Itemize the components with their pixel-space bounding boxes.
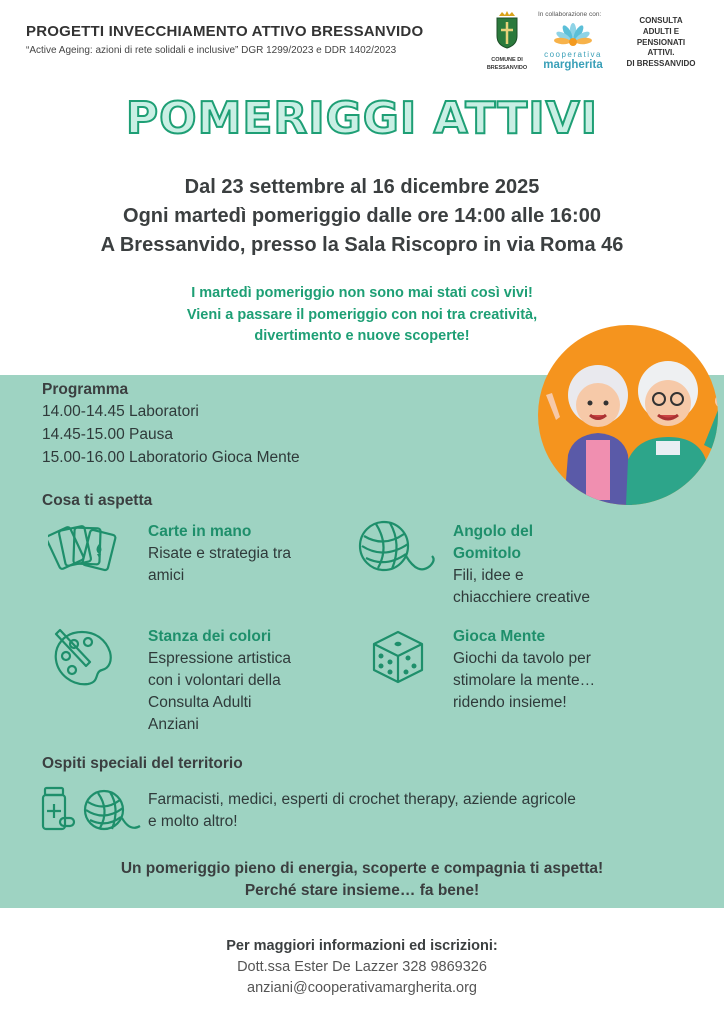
programma-item: 14.00-14.45 Laboratori [42, 403, 199, 420]
coop-name-line2: margherita [543, 59, 603, 71]
feature-text-line: ridendo insieme! [453, 694, 567, 711]
event-info [0, 173, 724, 260]
cards-icon [48, 520, 118, 580]
contact-name-phone: Dott.ssa Ester De Lazzer 328 9869326 [237, 959, 487, 975]
guests-heading: Ospiti speciali del territorio [42, 755, 243, 772]
dice-icon [368, 626, 428, 686]
feature-text-gomitolo [453, 565, 590, 609]
feature-text-line: chiacchiere creative [453, 589, 590, 606]
feature-text-line: Espressione artistica [148, 650, 292, 667]
feature-title-gioca-mente: Gioca Mente [453, 628, 546, 645]
elderly-couple-icon [528, 325, 724, 505]
feature-title-line: Gomitolo [453, 545, 522, 562]
feature-text-line: Anziani [148, 716, 199, 733]
comune-label-1: COMUNE DI [491, 57, 523, 63]
info-schedule: Ogni martedì pomeriggio dalle ore 14:00 alle 16:00 [123, 205, 601, 227]
coat-of-arms-icon [492, 10, 522, 50]
closing-line: Perché stare insieme… fa bene! [244, 882, 480, 899]
feature-text-line: con i volontari della [148, 672, 281, 689]
consulta-line: PENSIONATI [636, 37, 686, 47]
project-subtitle: “Active Ageing: azioni di rete solidali e inclusive” DGR 1299/2023 e DDR 1402/2023 [26, 45, 397, 56]
guests-text-line: Farmacisti, medici, esperti di crochet therapy, aziende agricole [148, 791, 576, 808]
coop-name-line1: cooperativa [544, 50, 602, 59]
consulta-line: DI BRESSANVIDO [626, 59, 696, 69]
programma-item: 14.45-15.00 Pausa [42, 426, 173, 443]
info-dates: Dal 23 settembre al 16 dicembre 2025 [184, 176, 540, 198]
yarn-ball-icon [356, 518, 440, 580]
programma-heading: Programma [42, 381, 129, 398]
comune-logo [486, 10, 528, 71]
project-title: PROGETTI INVECCHIAMENTO ATTIVO BRESSANVIDO [26, 23, 424, 40]
tagline-line: I martedì pomeriggio non sono mai stati così vivi! [191, 285, 533, 301]
comune-label-2: BRESSANVIDO [486, 65, 528, 72]
feature-text-line: Fili, idee e [453, 567, 524, 584]
closing-line: Un pomeriggio pieno di energia, scoperte e compagnia ti aspetta! [120, 860, 604, 877]
guests-text-line: e molto altro! [148, 813, 238, 830]
feature-text-gioca-mente [453, 648, 595, 714]
contact-info [0, 936, 724, 999]
yarn-ball-icon [82, 788, 144, 832]
page-title-text: POMERIGGI ATTIVI [125, 93, 599, 144]
feature-text-line: amici [148, 567, 185, 584]
feature-title-line: Angolo del [453, 523, 534, 540]
palette-icon [50, 626, 114, 690]
cosa-heading: Cosa ti aspetta [42, 492, 153, 509]
contact-email[interactable]: anziani@cooperativamargherita.org [247, 980, 477, 996]
closing-message [0, 858, 724, 902]
consulta-line: ATTIVI. [647, 48, 675, 58]
guests-text [148, 789, 708, 833]
flower-icon [553, 22, 593, 46]
feature-title-gomitolo [453, 521, 533, 565]
coop-logo [540, 22, 606, 72]
tagline-line: Vieni a passare il pomeriggio con noi tra creatività, [186, 306, 538, 323]
header [0, 0, 724, 80]
collab-label: In collaborazione con: [538, 11, 602, 18]
feature-text-colori [148, 648, 291, 736]
elderly-couple-illustration [528, 325, 724, 505]
consulta-line: ADULTI E [642, 26, 680, 36]
pills-icon [40, 786, 76, 832]
info-location: A Bressanvido, presso la Sala Riscopro in via Roma 46 [100, 234, 624, 256]
consulta-logo-text [616, 16, 706, 70]
page-title [0, 93, 724, 144]
consulta-line: CONSULTA [639, 16, 683, 25]
tagline-line: divertimento e nuove scoperte! [254, 328, 470, 344]
feature-text-line: Consulta Adulti [148, 694, 252, 711]
feature-text-line: Giochi da tavolo per [453, 650, 591, 667]
feature-text-line: Risate e strategia tra [148, 545, 292, 562]
feature-title-colori: Stanza dei colori [148, 628, 272, 645]
programma-item: 15.00-16.00 Laboratorio Gioca Mente [42, 449, 300, 466]
feature-title-carte: Carte in mano [148, 523, 252, 540]
feature-text-line: stimolare la mente… [453, 672, 596, 689]
contact-heading: Per maggiori informazioni ed iscrizioni: [226, 938, 498, 954]
feature-text-carte [148, 543, 291, 587]
